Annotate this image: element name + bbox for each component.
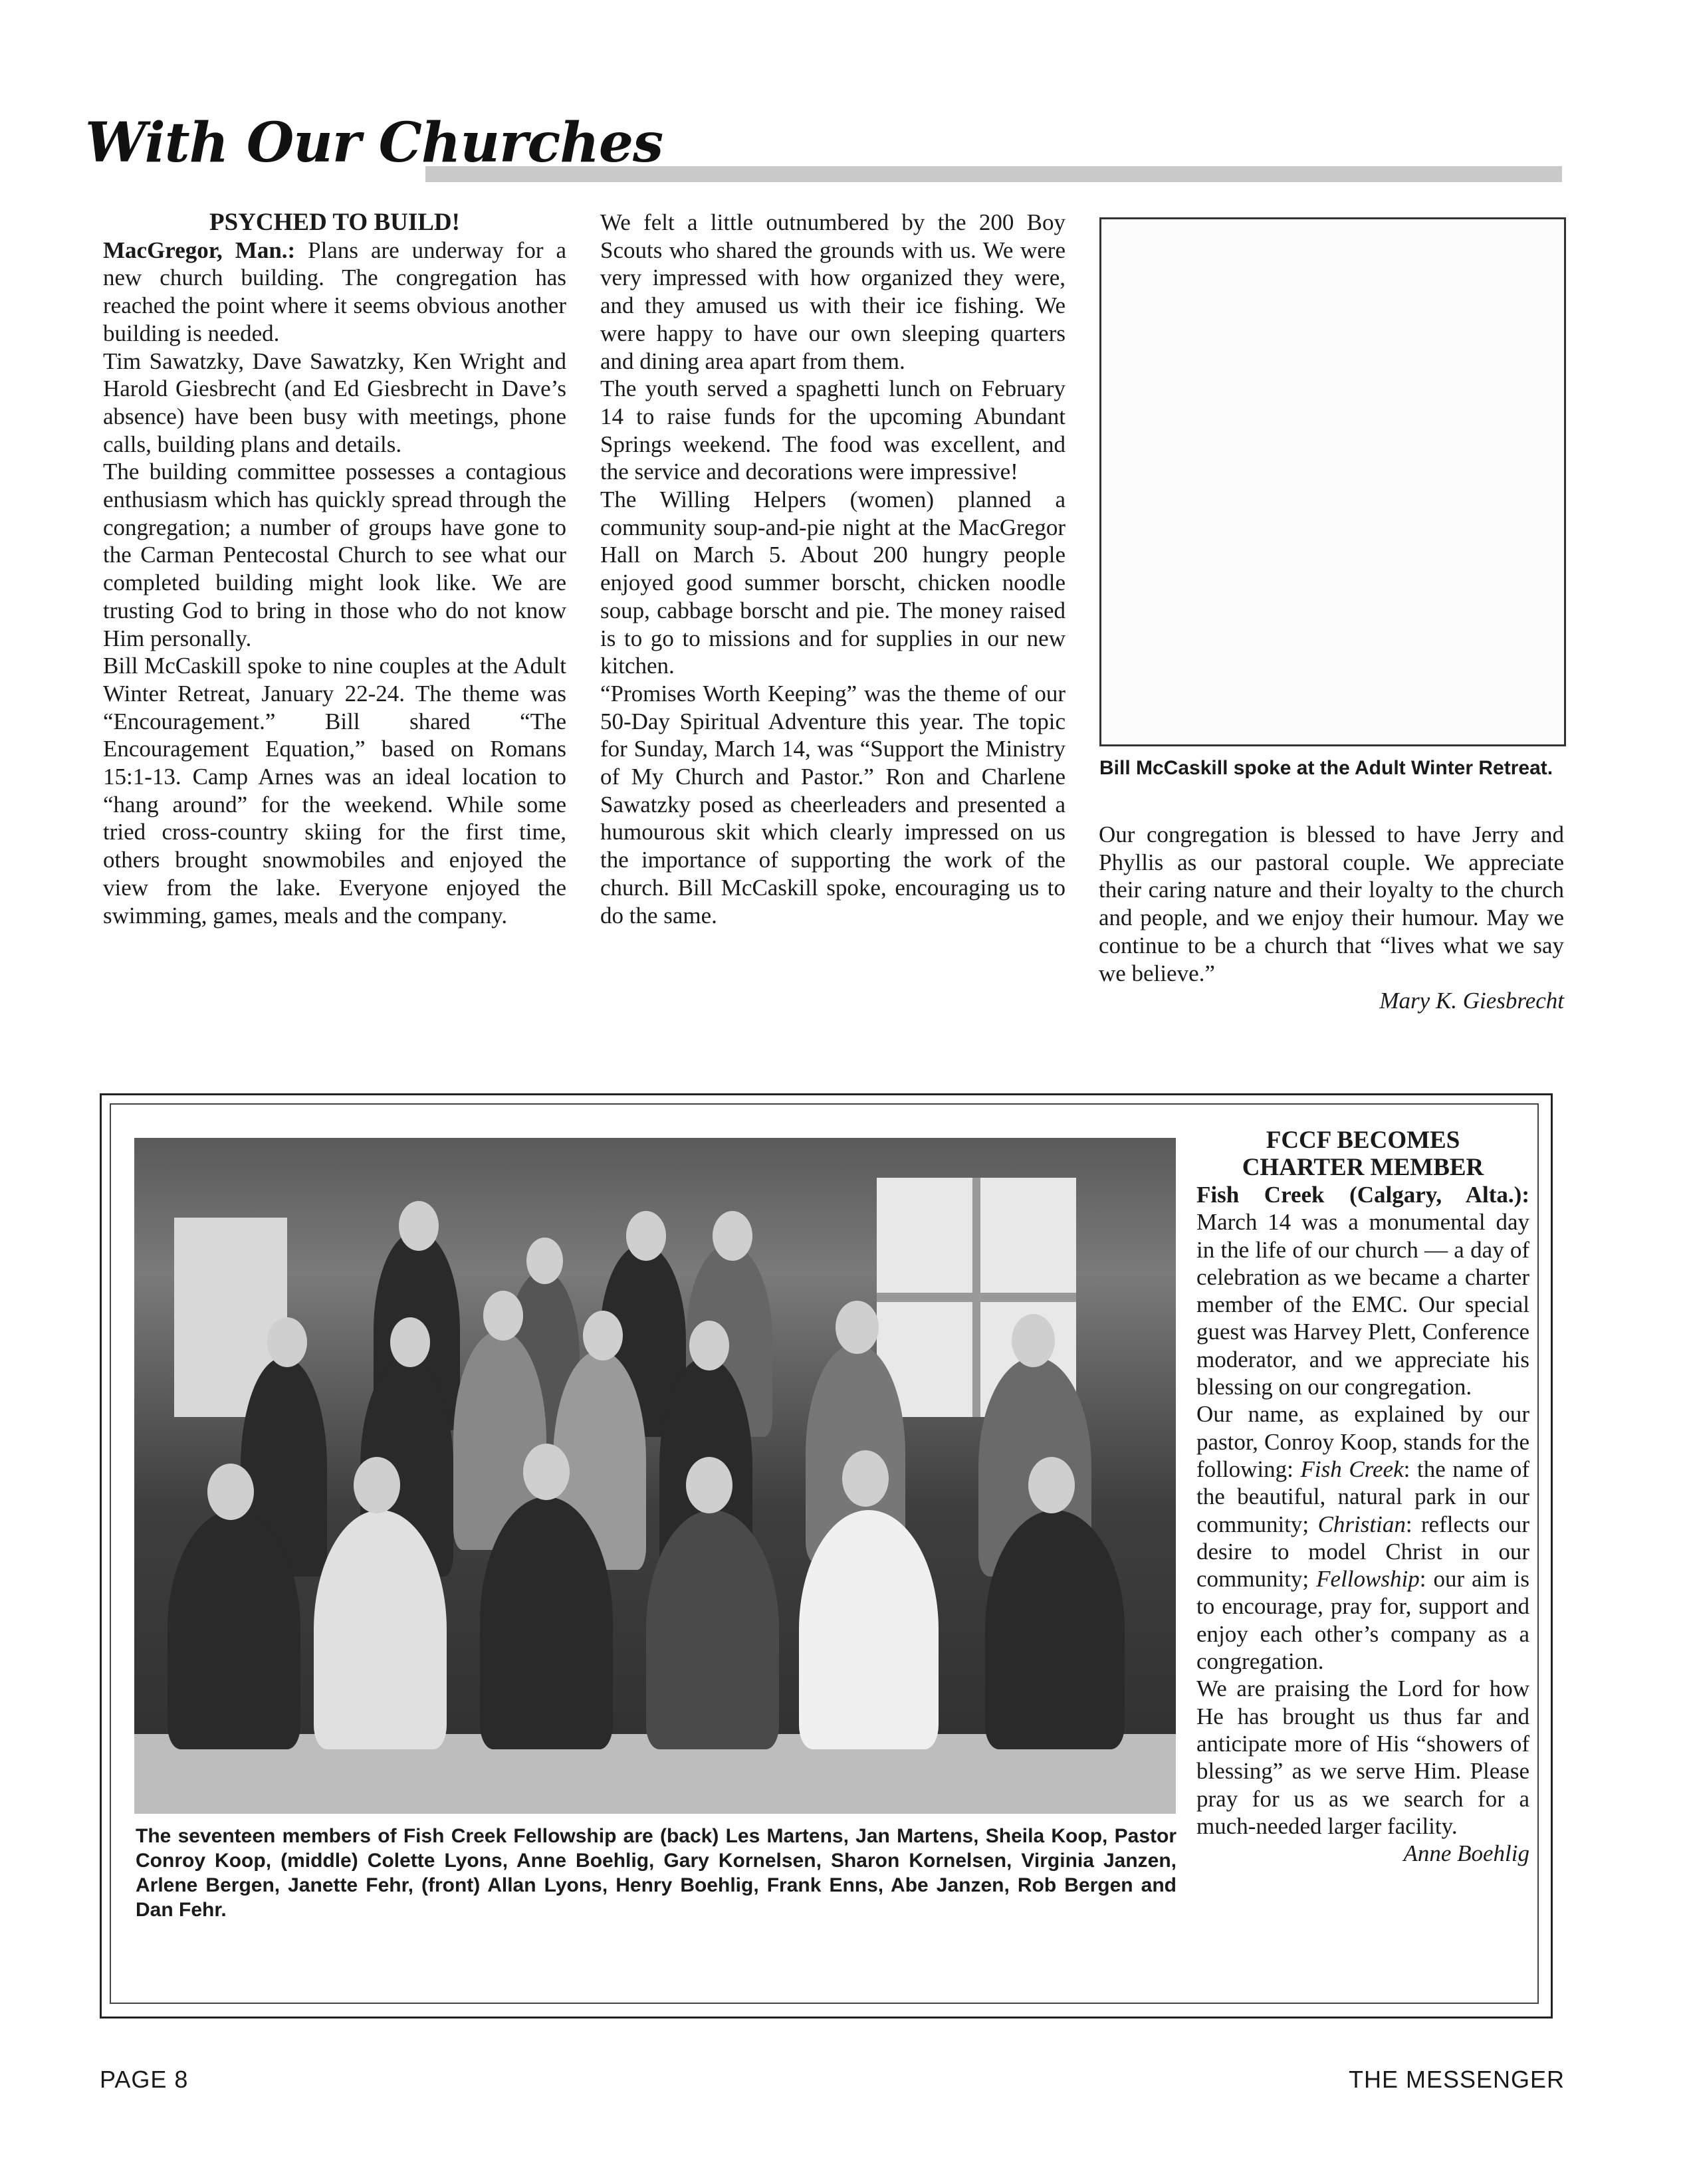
photo-face (390, 1317, 430, 1367)
text-run: : the name of the beautiful, natural park in our community; (1196, 1456, 1530, 1537)
author-byline: Mary K. Giesbrecht (1379, 988, 1564, 1014)
photo-face (583, 1311, 623, 1361)
dateline: Fish Creek (Calgary, Alta.): (1196, 1182, 1529, 1208)
photo-person (985, 1510, 1125, 1749)
photo-face (842, 1450, 889, 1507)
lead-text: March 14 was a monumental day in the life of our church — a day of celebration as we became a charter member of the EMC. Our special guest was Harvey Plett, Conference moderator, and we appreciate his blessing on our congregation. (1196, 1209, 1529, 1400)
group-photo-caption: The seventeen members of Fish Creek Fellowship are (back) Les Martens, Jan Martens, Sheila Koop, Pastor Conroy Koop, (middle) Colette Lyons, Anne Boehlig, Gary Kornelsen, Sharon Kornelsen, Virginia Janzen, Arlene Bergen, Janette Fehr, (front) Allan Lyons, Henry Boehlig, Frank Enns, Abe Janzen, Rob Bergen and Dan Fehr. (136, 1825, 1177, 1921)
article-lead-paragraph (1196, 1181, 1529, 1400)
photo-face (626, 1211, 666, 1261)
photo-face (689, 1321, 729, 1370)
retreat-photo (1099, 217, 1566, 746)
dateline: MacGregor, Man.: (103, 237, 296, 263)
article-column-1 (103, 209, 566, 929)
photo-face (526, 1238, 563, 1284)
photo-face (836, 1301, 879, 1354)
photo-face (399, 1201, 439, 1251)
author-byline: Anne Boehlig (1403, 1840, 1529, 1867)
article-column-2 (600, 209, 1066, 929)
article-headline (1196, 1127, 1529, 1181)
article-lead-paragraph (103, 237, 566, 348)
paragraph: The Willing Helpers (women) planned a community soup-and-pie night at the MacGregor Hall on March 5. About 200 hungry people enjoyed good summer borscht, chicken noodle soup, cabbage borscht and pie. The money raised is to go to missions and for supplies in our new kitchen. (600, 487, 1066, 679)
emphasis: Fellowship (1316, 1566, 1420, 1592)
text-run: : our aim is to encourage, pray for, support and enjoy each other’s company as a congregation. (1196, 1566, 1529, 1675)
photo-face (483, 1291, 523, 1341)
photo-face (686, 1457, 732, 1513)
text-run: Our name, as explained by our pastor, Conroy Koop, stands for the following: (1196, 1401, 1529, 1482)
paragraph: Bill McCaskill spoke to nine couples at the Adult Winter Retreat, January 22-24. The theme was “Encouragement.” Bill shared “The Encouragement Equation,” based on Romans 15:1-13. Camp Arnes was an ideal location to “hang around” for the weekend. While some tried cross-country skiing for the first time, others brought snowmobiles and enjoyed the view from the lake. Everyone enjoyed the swimming, games, meals and the company. (103, 653, 566, 928)
paragraph: The youth served a spaghetti lunch on February 14 to raise funds for the upcoming Abundant Springs weekend. The food was excellent, and the service and decorations were impressive! (600, 376, 1066, 485)
article-column-4 (1196, 1127, 1529, 1867)
group-photo (134, 1138, 1176, 1814)
photo-face (523, 1444, 570, 1500)
emphasis: Fish Creek (1300, 1456, 1404, 1482)
emphasis: Christian (1317, 1511, 1406, 1537)
photo-face (713, 1211, 752, 1261)
photo-person (799, 1510, 939, 1749)
text-run: : reflects our desire to model Christ in our community; (1196, 1511, 1529, 1592)
page-number: PAGE 8 (100, 2066, 189, 2093)
photo-person (314, 1510, 447, 1749)
photo-face (1028, 1457, 1075, 1513)
section-title: With Our Churches (85, 111, 663, 175)
paragraph: “Promises Worth Keeping” was the theme of our 50-Day Spiritual Adventure this year. The topic for Sunday, March 14, was “Support the Ministry of My Church and Pastor.” Ron and Charlene Sawatzky posed as cheerleaders and presented a humourous skit which clearly impressed on us the importance of supporting the work of the church. Bill McCaskill spoke, encouraging us to do the same. (600, 680, 1066, 928)
paragraph: We are praising the Lord for how He has brought us thus far and anticipate more of His “showers of blessing” as we serve Him. Please pray for us as we search for a much-needed larger facility. (1196, 1676, 1529, 1839)
photo-person (646, 1510, 779, 1749)
paragraph (1196, 1400, 1529, 1675)
publication-name: THE MESSENGER (1348, 2066, 1565, 2093)
photo-caption: Bill McCaskill spoke at the Adult Winter Retreat. (1099, 757, 1553, 779)
paragraph: Our congregation is blessed to have Jerry and Phyllis as our pastoral couple. We appreciate their caring nature and their loyalty to the church and people, and we enjoy their humour. May we continue to be a church that “lives what we say we believe.” (1099, 821, 1564, 986)
headline-line: FCCF BECOMES (1266, 1127, 1460, 1154)
photo-face (267, 1317, 307, 1367)
paragraph: We felt a little outnumbered by the 200 Boy Scouts who shared the grounds with us. We were very impressed with how organized they were, and they amused us with their ice fishing. We were happy to have our own sleeping quarters and dining area apart from them. (600, 209, 1066, 374)
photo-person (168, 1510, 300, 1749)
photo-person (480, 1497, 613, 1749)
article-column-3 (1099, 821, 1564, 1015)
article-headline: PSYCHED TO BUILD! (209, 209, 460, 236)
paragraph: Tim Sawatzky, Dave Sawatzky, Ken Wright and Harold Giesbrecht (and Ed Giesbrecht in Dave’s absence) have been busy with meetings, phone calls, building plans and details. (103, 348, 566, 457)
lead-text: Plans are underway for a new church building. The congregation has reached the point where it seems obvious another building is needed. (103, 237, 566, 346)
headline-line: CHARTER MEMBER (1242, 1154, 1484, 1181)
paragraph: The building committee possesses a contagious enthusiasm which has quickly spread through the congregation; a number of groups have gone to the Carman Pentecostal Church to see what our completed building might look like. We are trusting God to bring in those who do not know Him personally. (103, 459, 566, 651)
photo-face (207, 1464, 254, 1520)
photo-face (1012, 1314, 1055, 1367)
photo-face (354, 1457, 400, 1513)
